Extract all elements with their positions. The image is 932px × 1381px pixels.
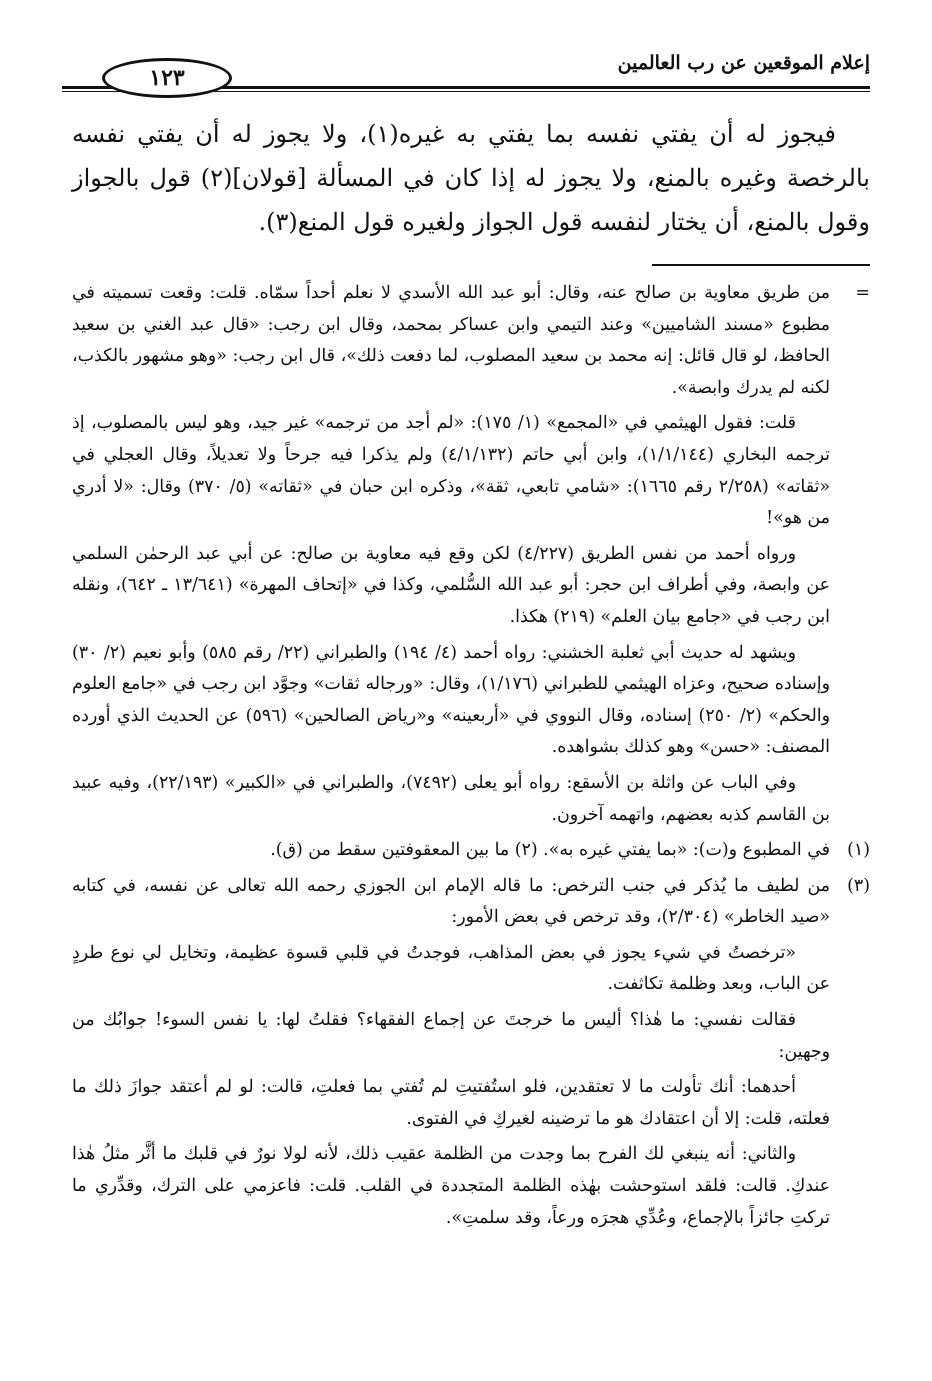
footnote-number: (٣) xyxy=(847,875,870,896)
footnote-continuation xyxy=(72,278,870,404)
footnote-paragraph: ورواه أحمد من نفس الطريق (٤/٢٢٧) لكن وقع فيه معاوية بن صالح: عن أبي عبد الرحمٰن السلمي عن وابصة، وفي أطراف ابن حجر: أبو عبد الله السُّلمي، وكذا في «إتحاف المهرة» (١٣/٦٤١ ـ ٦٤٢)، ونقله ابن رجب في «جامع بيان العلم» (٢١٩) هكذا. xyxy=(72,543,831,627)
main-text xyxy=(72,112,870,244)
main-paragraph: فيجوز له أن يفتي نفسه بما يفتي به غيره(١)، ولا يجوز له أن يفتي نفسه بالرخصة وغيره بالمنع، ولا يجوز له إذا كان في المسألة [قولان](٢) قول بالجواز وقول بالمنع، أن يختار لنفسه قول الجواز ولغيره قول المنع(٣). xyxy=(72,120,870,236)
footnote-number: (١) xyxy=(847,840,870,861)
footnote-3 xyxy=(72,871,870,934)
continuation-mark: = xyxy=(855,283,870,303)
footnote-paragraph: قلت: فقول الهيثمي في «المجمع» (١/ ١٧٥): «لم أجد من ترجمه» غير جيد، وهو ليس بالمصلوب، إذ ترجمه البخاري (١/١/١٤٤)، وابن أبي حاتم (٤/١/١٣٢) ولم يذكرا فيه جرحاً ولا تعديلاً، وقال العجلي في «ثقاته» (٢/٢٥٨ رقم ١٦٦٥): «شامي تابعي، ثقة»، وذكره ابن حبان في «ثقاته» (٥/ ٣٧٠) وقال: «لا أدري من هو»! xyxy=(72,413,831,529)
running-header xyxy=(62,46,870,96)
footnote-paragraph: ويشهد له حديث أبي ثعلبة الخشني: رواه أحمد (٤/ ١٩٤) والطبراني (٢٢/ رقم ٥٨٥) وأبو نعيم (٢/ ٣٠) وإسناده صحيح، وعزاه الهيثمي للطبراني (١/١٧٦)، وقال: «ورجاله ثقات» وجوَّد ابن رجب في «جامع العلوم والحكم» (٢/ ٢٥٠) إسناده، وقال النووي في «أربعينه» و«رياض الصالحين» (٥٩٦) عن الحديث الذي أورده المصنف: «حسن» وهو كذلك بشواهده. xyxy=(72,642,830,758)
quote-paragraph: والثاني: أنه ينبغي لك الفرح بما وجدت من الظلمة عقيب ذلك، لأنه لولا نورٌ في قلبك ما أثَّر مثلُ هٰذا عندكِ. قالت: فلقد استوحشت بهٰذه الظلمة المتجددة في القلب. قلت: فاعزمي على الترك، وقدِّري ما تركتِ جائزاً بالإجماع، وعُدِّي هجرَه ورعاً، وقد سلمتِ». xyxy=(72,1144,830,1228)
footnote-1 xyxy=(72,835,870,867)
book-title: إعلام الموقعين عن رب العالمين xyxy=(617,52,870,74)
footnote-divider xyxy=(652,264,870,266)
quote-paragraph: «ترخصتُ في شيء يجوز في بعض المذاهب، فوجدتُ في قلبي قسوة عظيمة، وتخايل لي نوع طردٍ عن الباب، وبعد وظلمة تكاثفت. xyxy=(72,942,830,995)
continuation-text: من طريق معاوية بن صالح عنه، وقال: أبو عبد الله الأسدي لا نعلم أحداً سمّاه. قلت: وقعت تسميته في مطبوع «مسند الشاميين» وعند التيمي وابن عساكر بمحمد، وقال ابن رجب: «قال عبد الغني بن سعيد الحافظ، لو قال قائل: إنه محمد بن سعيد المصلوب، لما دفعت ذلك»، قال ابن رجب: «وهو مشهور بالكذب، لكنه لم يدرك وابصة». xyxy=(72,283,830,398)
quote-paragraph: فقالت نفسي: ما هٰذا؟ أليس ما خرجتَ عن إجماع الفقهاء؟ فقلتُ لها: يا نفس السوء! جوابُك من وجهين: xyxy=(72,1010,830,1062)
footnotes xyxy=(72,278,870,1238)
footnote-text: من لطيف ما يُذكر في جنب الترخص: ما قاله الإمام ابن الجوزي رحمه الله تعالى عن نفسه، في كتابه «صيد الخاطر» (٢/٣٠٤)، وقد ترخص في بعض الأمور: xyxy=(72,875,830,928)
page-number: ١٢٣ xyxy=(102,58,232,98)
footnote-paragraph: وفي الباب عن واثلة بن الأسقع: رواه أبو يعلى (٧٤٩٢)، والطبراني في «الكبير» (٢٢/١٩٣)، وفيه عبيد بن القاسم كذبه بعضهم، واتهمه آخرون. xyxy=(72,772,830,825)
footnote-text: في المطبوع و(ت): «بما يفتي غيره به». (٢) ما بين المعقوفتين سقط من (ق). xyxy=(270,840,830,861)
quote-paragraph: أحدهما: أنك تأولت ما لا تعتقدين، فلو استُفتيتِ لم تُفتي بما فعلتِ، قالت: لو لم أعتقد جوازَ ذلك ما فعلته، قلت: إلا أن اعتقادك هو ما ترضينه لغيركِ في الفتوى. xyxy=(72,1077,830,1129)
